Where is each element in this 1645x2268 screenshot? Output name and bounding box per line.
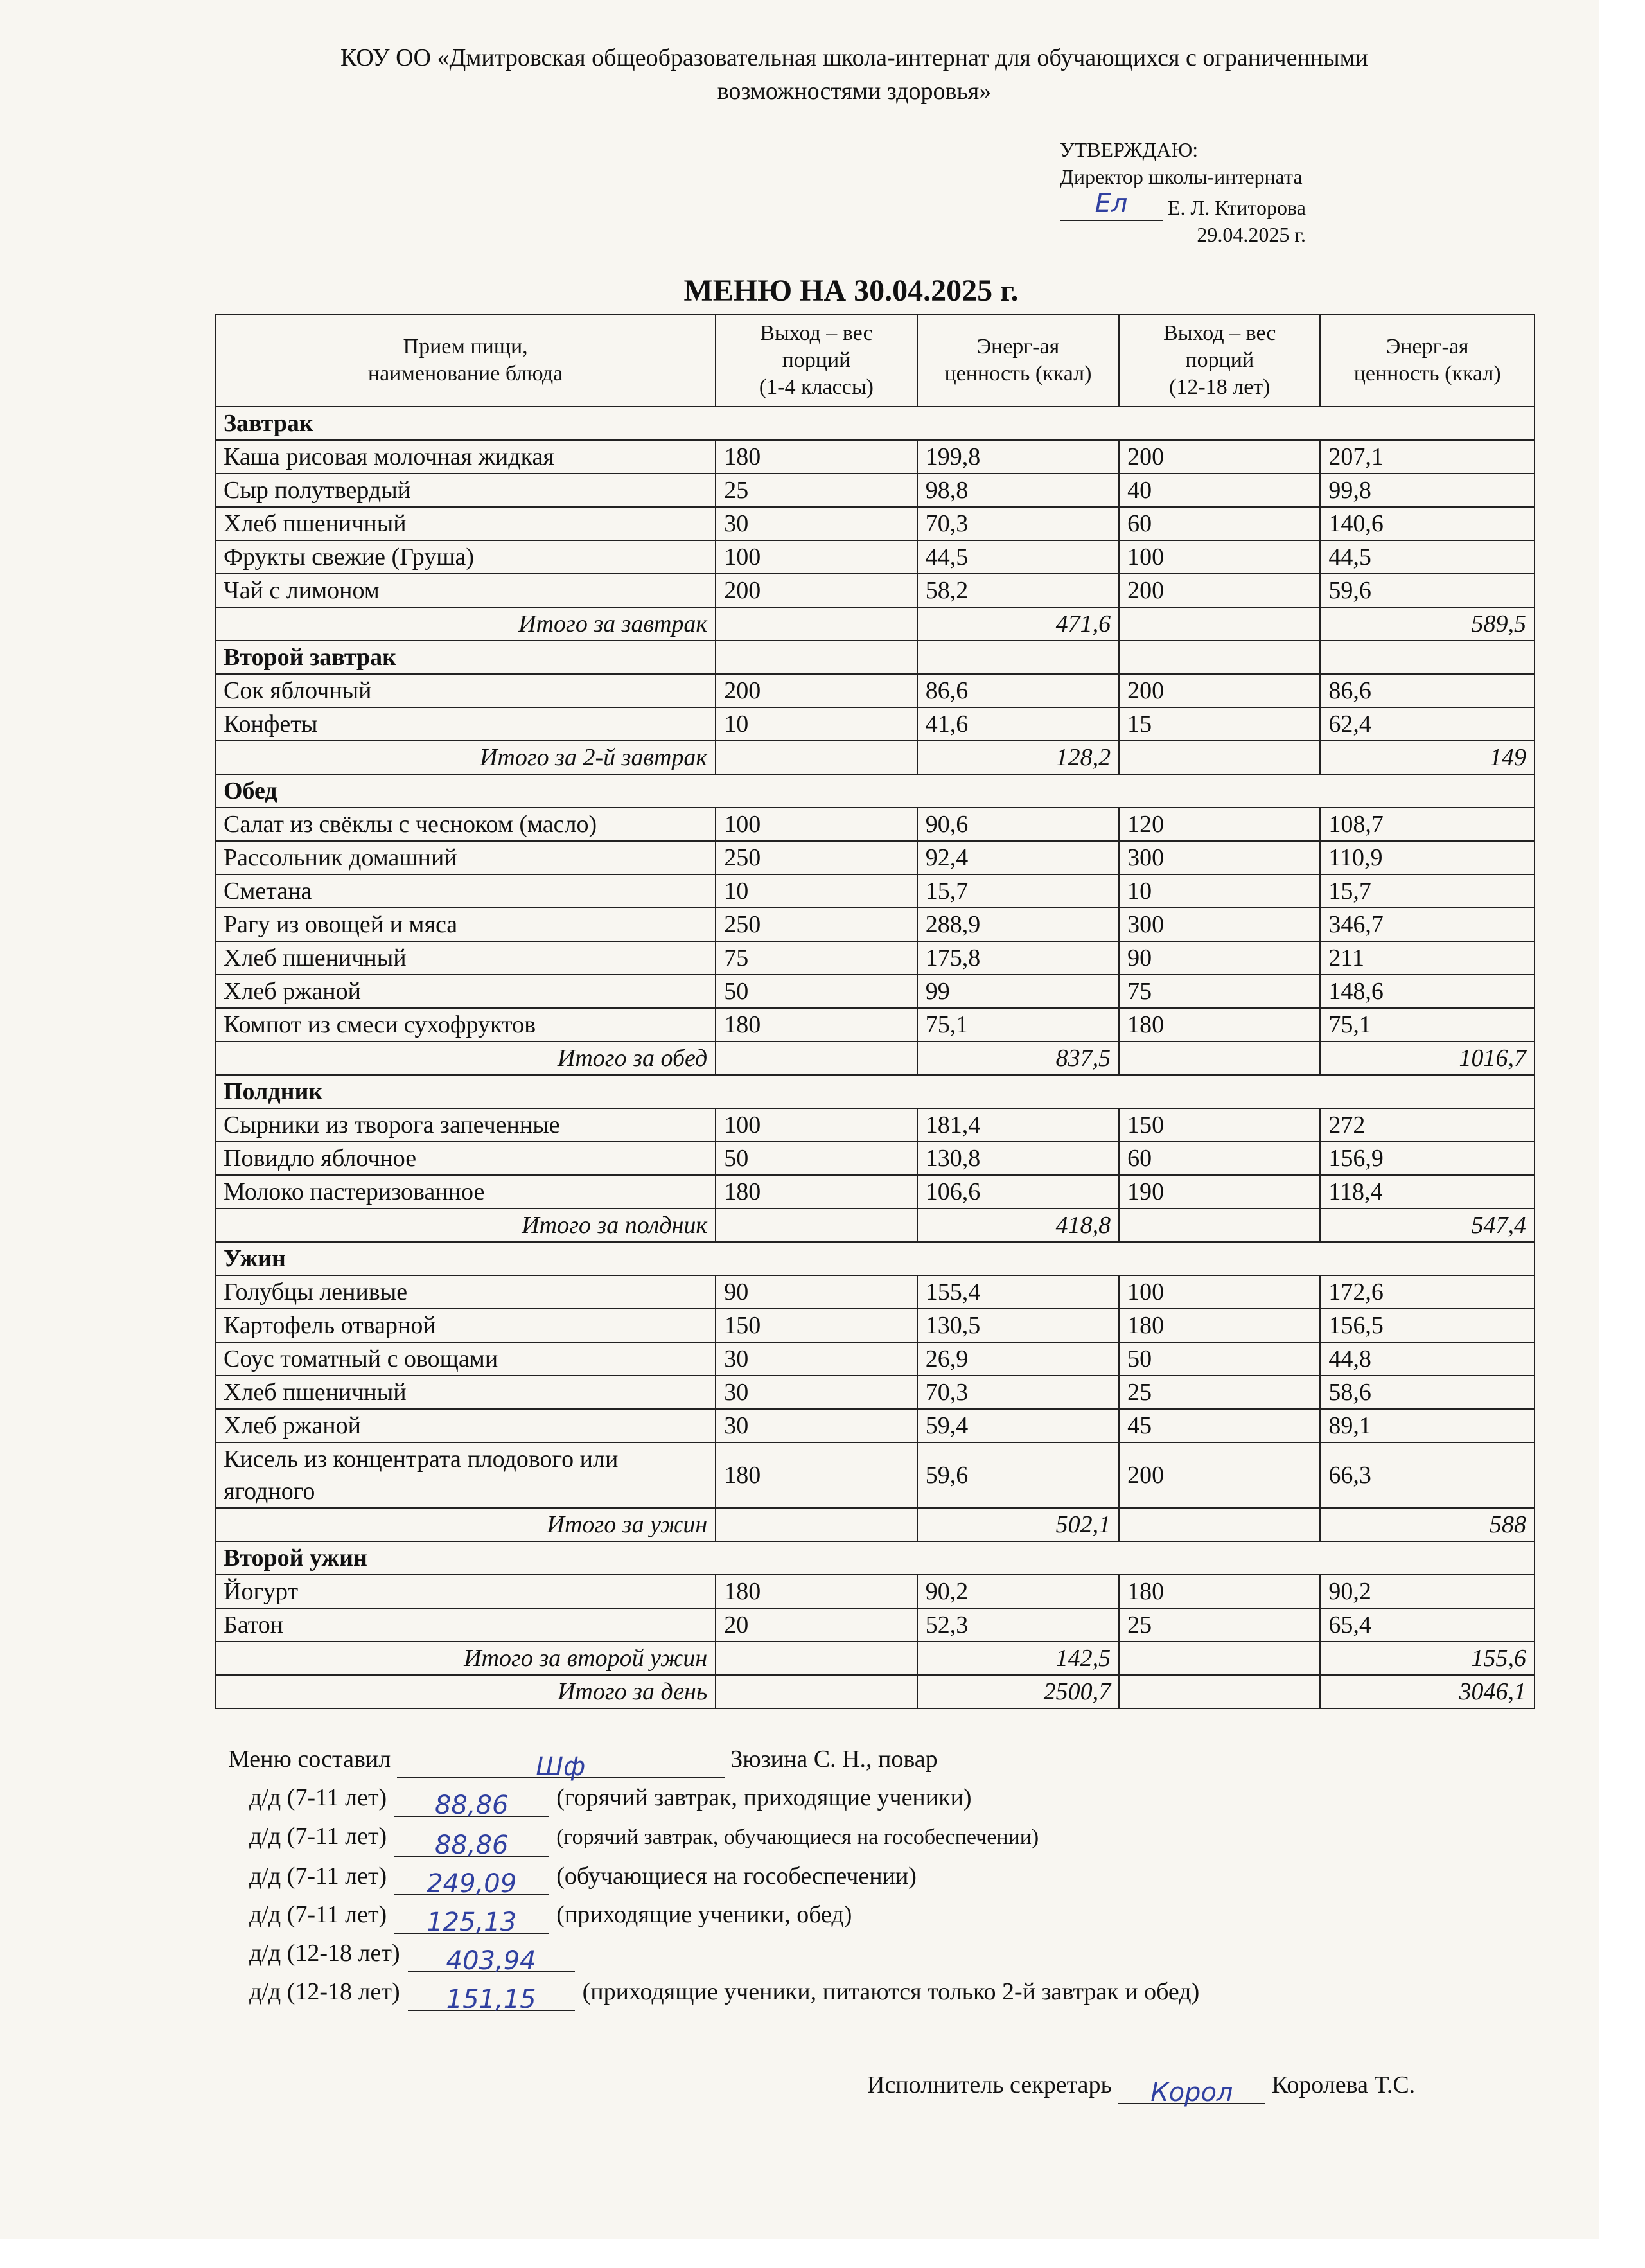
value-cell: 175,8 [917,941,1119,975]
table-row [215,707,1535,741]
table-header-row [215,314,1535,407]
allowance-note: (приходящие ученики, обед) [556,1901,852,1928]
value-cell: 45 [1119,1409,1320,1442]
value-cell: 65,4 [1320,1608,1535,1642]
table-row [215,841,1535,874]
section-total-row [215,1041,1535,1075]
value-cell: 288,9 [917,908,1119,941]
value-cell: 66,3 [1320,1442,1535,1508]
value-cell: 150 [1119,1108,1320,1142]
value-cell: 92,4 [917,841,1119,874]
table-row [215,1008,1535,1041]
table-row [215,1442,1535,1508]
section-row [215,774,1535,808]
dish-name: Хлеб ржаной [215,975,716,1008]
value-cell: 52,3 [917,1608,1119,1642]
value-cell: 140,6 [1320,507,1535,540]
value-cell: 44,5 [917,540,1119,574]
value-cell: 70,3 [917,507,1119,540]
allowance-label: д/д (7-11 лет) [249,1823,387,1850]
section-total-row [215,741,1535,774]
value-cell: 180 [1119,1575,1320,1608]
value-cell: 10 [1119,874,1320,908]
value-cell: 300 [1119,841,1320,874]
scan-edge-bottom [0,2239,1645,2268]
dish-name: Сыр полутвердый [215,474,716,507]
value-cell: 300 [1119,908,1320,941]
section-row [215,407,1535,440]
allowance-note: (обучающиеся на гособеспечении) [556,1863,917,1890]
table-cell [716,1642,917,1675]
value-cell: 156,5 [1320,1309,1535,1342]
section-title: Обед [215,774,1535,808]
total-junior: 128,2 [917,741,1119,774]
value-cell: 44,8 [1320,1342,1535,1376]
value-cell: 90,2 [1320,1575,1535,1608]
value-cell: 106,6 [917,1175,1119,1209]
approval-block [1060,136,1306,248]
dish-name: Голубцы ленивые [215,1275,716,1309]
value-cell: 130,8 [917,1142,1119,1175]
value-cell: 59,6 [1320,574,1535,607]
value-cell: 25 [1119,1608,1320,1642]
cook-signature: Шф [397,1748,725,1778]
value-cell: 180 [716,1175,917,1209]
dish-name: Хлеб пшеничный [215,507,716,540]
dish-name: Молоко пастеризованное [215,1175,716,1209]
allowance-value-field [408,1942,575,1976]
table-row [215,908,1535,941]
value-cell: 75,1 [1320,1008,1535,1041]
value-cell: 190 [1119,1175,1320,1209]
header-dish: Прием пищи, наименование блюда [215,314,716,407]
section-title: Завтрак [215,407,1535,440]
section-title: Второй завтрак [215,641,716,674]
day-total-label: Итого за день [215,1675,716,1708]
total-label: Итого за обед [215,1041,716,1075]
dish-name: Сметана [215,874,716,908]
scan-edge [1599,0,1645,2268]
value-cell: 200 [716,574,917,607]
allowance-note: (приходящие ученики, питаются только 2-й завтрак и обед) [582,1978,1200,2005]
value-cell: 172,6 [1320,1275,1535,1309]
total-junior: 837,5 [917,1041,1119,1075]
value-cell: 200 [1119,440,1320,474]
value-cell: 86,6 [917,674,1119,707]
value-cell: 100 [716,1108,917,1142]
allowance-label: д/д (7-11 лет) [249,1901,387,1928]
table-row [215,1409,1535,1442]
allowance-value: 151,15 [446,1985,536,2014]
menu-table [215,314,1535,1709]
total-senior: 149 [1320,741,1535,774]
value-cell: 100 [716,540,917,574]
total-junior: 142,5 [917,1642,1119,1675]
table-row [215,808,1535,841]
table-cell [1119,1508,1320,1541]
total-label: Итого за ужин [215,1508,716,1541]
table-row [215,1108,1535,1142]
table-cell [716,641,917,674]
value-cell: 108,7 [1320,808,1535,841]
approver-name: Е. Л. Ктиторова [1168,196,1306,219]
value-cell: 181,4 [917,1108,1119,1142]
dish-name: Конфеты [215,707,716,741]
allowance-value-field [394,1903,549,1937]
value-cell: 40 [1119,474,1320,507]
value-cell: 120 [1119,808,1320,841]
total-label: Итого за завтрак [215,607,716,641]
dish-name: Рассольник домашний [215,841,716,874]
value-cell: 25 [716,474,917,507]
dish-name: Чай с лимоном [215,574,716,607]
table-cell [1119,1209,1320,1242]
header-energy-junior: Энерг-ая ценность (ккал) [917,314,1119,407]
composed-name: Зюзина С. Н., повар [730,1746,938,1773]
value-cell: 200 [1119,674,1320,707]
executor-name: Королева Т.С. [1271,2071,1416,2098]
value-cell: 86,6 [1320,674,1535,707]
dish-name: Картофель отварной [215,1309,716,1342]
value-cell: 15 [1119,707,1320,741]
allowance-line [249,1857,1199,1899]
value-cell: 180 [1119,1008,1320,1041]
dish-name: Кисель из концентрата плодового или ягодного [215,1442,716,1508]
dish-name: Каша рисовая молочная жидкая [215,440,716,474]
table-cell [1119,1642,1320,1675]
allowance-value: 249,09 [427,1869,517,1899]
value-cell: 90,2 [917,1575,1119,1608]
table-cell [1119,1675,1320,1708]
value-cell: 41,6 [917,707,1119,741]
allowance-label: д/д (12-18 лет) [249,1978,400,2005]
value-cell: 50 [1119,1342,1320,1376]
allowance-label: д/д (7-11 лет) [249,1784,387,1811]
section-row [215,1541,1535,1575]
value-cell: 10 [716,874,917,908]
value-cell: 90 [1119,941,1320,975]
value-cell: 25 [1119,1376,1320,1409]
value-cell: 346,7 [1320,908,1535,941]
total-senior: 155,6 [1320,1642,1535,1675]
dish-name: Хлеб пшеничный [215,1376,716,1409]
value-cell: 200 [1119,574,1320,607]
value-cell: 89,1 [1320,1409,1535,1442]
value-cell: 156,9 [1320,1142,1535,1175]
value-cell: 207,1 [1320,440,1535,474]
day-total-row [215,1675,1535,1708]
total-label: Итого за 2-й завтрак [215,741,716,774]
table-row [215,975,1535,1008]
value-cell: 180 [1119,1309,1320,1342]
table-row [215,941,1535,975]
table-row [215,540,1535,574]
value-cell: 180 [716,1442,917,1508]
value-cell: 58,2 [917,574,1119,607]
dish-name: Батон [215,1608,716,1642]
value-cell: 250 [716,841,917,874]
table-cell [1119,641,1320,674]
allowance-line [249,1778,1199,1820]
total-senior: 547,4 [1320,1209,1535,1242]
value-cell: 148,6 [1320,975,1535,1008]
allowance-label: д/д (12-18 лет) [249,1940,400,1967]
total-junior: 418,8 [917,1209,1119,1242]
total-junior: 471,6 [917,607,1119,641]
table-cell [716,741,917,774]
value-cell: 70,3 [917,1376,1119,1409]
value-cell: 98,8 [917,474,1119,507]
approver-name-line [1060,190,1306,221]
value-cell: 110,9 [1320,841,1535,874]
table-cell [1320,641,1535,674]
section-total-row [215,1642,1535,1675]
dish-name: Сырники из творога запеченные [215,1108,716,1142]
total-label: Итого за второй ужин [215,1642,716,1675]
allowance-value: 88,86 [434,1830,509,1860]
allowance-value: 88,86 [434,1791,509,1820]
value-cell: 59,6 [917,1442,1119,1508]
value-cell: 75 [1119,975,1320,1008]
total-label: Итого за полдник [215,1209,716,1242]
value-cell: 100 [1119,1275,1320,1309]
value-cell: 130,5 [917,1309,1119,1342]
value-cell: 180 [716,1575,917,1608]
menu-title: МЕНЮ НА 30.04.2025 г. [683,274,1019,308]
section-title: Ужин [215,1242,1535,1275]
value-cell: 100 [1119,540,1320,574]
value-cell: 90,6 [917,808,1119,841]
table-cell [716,1675,917,1708]
dish-name: Рагу из овощей и мяса [215,908,716,941]
dish-name: Салат из свёклы с чесноком (масло) [215,808,716,841]
table-row [215,440,1535,474]
value-cell: 90 [716,1275,917,1309]
value-cell: 26,9 [917,1342,1119,1376]
total-senior: 589,5 [1320,607,1535,641]
total-junior: 502,1 [917,1508,1119,1541]
value-cell: 199,8 [917,440,1119,474]
value-cell: 15,7 [917,874,1119,908]
value-cell: 250 [716,908,917,941]
day-total-junior: 2500,7 [917,1675,1119,1708]
header-weight-senior: Выход – вес порций (12-18 лет) [1119,314,1320,407]
section-total-row [215,1508,1535,1541]
dish-name: Компот из смеси сухофруктов [215,1008,716,1041]
allowance-value-field [394,1865,549,1899]
value-cell: 50 [716,1142,917,1175]
section-total-row [215,607,1535,641]
table-row [215,1275,1535,1309]
director-signature: Ел [1060,190,1163,221]
total-senior: 588 [1320,1508,1535,1541]
value-cell: 155,4 [917,1275,1119,1309]
allowance-line [249,1934,1199,1976]
org-line-1: КОУ ОО «Дмитровская общеобразовательная школа-интернат для обучающихся с ограниченными [340,44,1369,71]
allowance-note: (горячий завтрак, приходящие ученики) [556,1784,972,1811]
value-cell: 99,8 [1320,474,1535,507]
composed-label: Меню составил [228,1746,391,1773]
dish-name: Повидло яблочное [215,1142,716,1175]
section-title: Полдник [215,1075,1535,1108]
allowance-line [249,1895,1199,1937]
value-cell: 100 [716,808,917,841]
daily-allowance-list [249,1778,1200,2014]
table-row [215,1342,1535,1376]
value-cell: 20 [716,1608,917,1642]
section-row [215,1075,1535,1108]
dish-name: Соус томатный с овощами [215,1342,716,1376]
section-title: Второй ужин [215,1541,1535,1575]
total-senior: 1016,7 [1320,1041,1535,1075]
table-cell [716,1209,917,1242]
table-row [215,474,1535,507]
allowance-label: д/д (7-11 лет) [249,1863,387,1890]
header-weight-junior: Выход – вес порций (1-4 классы) [716,314,917,407]
table-cell [917,641,1119,674]
composed-by-line [228,1740,938,1782]
value-cell: 15,7 [1320,874,1535,908]
menu-table-body [215,407,1535,1675]
approver-position: Директор школы-интерната [1060,165,1303,188]
value-cell: 272 [1320,1108,1535,1142]
dish-name: Йогурт [215,1575,716,1608]
table-row [215,1142,1535,1175]
table-cell [1119,741,1320,774]
section-row [215,1242,1535,1275]
value-cell: 200 [716,674,917,707]
allowance-value-field [394,1786,549,1820]
org-line-2: возможностями здоровья» [717,78,992,105]
table-row [215,1309,1535,1342]
value-cell: 99 [917,975,1119,1008]
organization-title [193,41,1516,108]
executor-label: Исполнитель секретарь [867,2071,1112,2098]
table-cell [716,607,917,641]
value-cell: 50 [716,975,917,1008]
allowance-value-field [394,1826,549,1860]
table-row [215,1376,1535,1409]
allowance-value-field [408,1980,575,2014]
table-cell [716,1508,917,1541]
value-cell: 58,6 [1320,1376,1535,1409]
value-cell: 60 [1119,1142,1320,1175]
dish-name: Фрукты свежие (Груша) [215,540,716,574]
value-cell: 30 [716,1409,917,1442]
value-cell: 75,1 [917,1008,1119,1041]
value-cell: 118,4 [1320,1175,1535,1209]
value-cell: 30 [716,1376,917,1409]
allowance-value: 403,94 [446,1946,536,1976]
value-cell: 59,4 [917,1409,1119,1442]
table-cell [716,1041,917,1075]
allowance-line [249,1817,1199,1860]
table-row [215,674,1535,707]
header-energy-senior: Энерг-ая ценность (ккал) [1320,314,1535,407]
value-cell: 60 [1119,507,1320,540]
value-cell: 10 [716,707,917,741]
table-row [215,507,1535,540]
table-cell [1119,1041,1320,1075]
table-row [215,1608,1535,1642]
approve-label: УТВЕРЖДАЮ: [1060,138,1199,161]
table-row [215,1575,1535,1608]
day-total-senior: 3046,1 [1320,1675,1535,1708]
executor-line [867,2066,1416,2107]
allowance-value: 125,13 [427,1908,517,1937]
value-cell: 30 [716,1342,917,1376]
dish-name: Хлеб пшеничный [215,941,716,975]
section-row [215,641,1535,674]
value-cell: 44,5 [1320,540,1535,574]
value-cell: 62,4 [1320,707,1535,741]
allowance-note: (горячий завтрак, обучающиеся на гособеспечении) [556,1825,1039,1849]
dish-name: Сок яблочный [215,674,716,707]
value-cell: 200 [1119,1442,1320,1508]
executor-signature: Корол [1118,2073,1265,2104]
dish-name: Хлеб ржаной [215,1409,716,1442]
table-row [215,874,1535,908]
allowance-line [249,1972,1200,2014]
section-total-row [215,1209,1535,1242]
approval-date: 29.04.2025 г. [1197,223,1306,246]
table-row [215,574,1535,607]
value-cell: 211 [1320,941,1535,975]
table-row [215,1175,1535,1209]
value-cell: 30 [716,507,917,540]
table-cell [1119,607,1320,641]
value-cell: 180 [716,440,917,474]
value-cell: 180 [716,1008,917,1041]
value-cell: 75 [716,941,917,975]
value-cell: 150 [716,1309,917,1342]
